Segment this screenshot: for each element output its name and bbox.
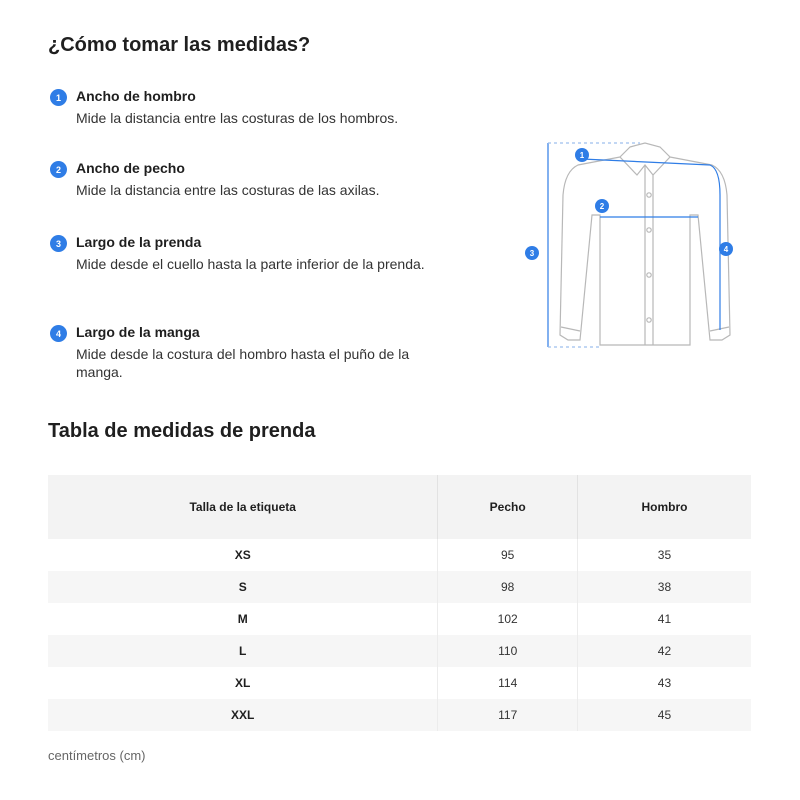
header-shoulder: Hombro: [577, 475, 751, 539]
step-title: Largo de la prenda: [76, 234, 202, 250]
step-number-badge: 3: [50, 235, 67, 252]
shoulder-cell: 38: [577, 571, 751, 603]
size-cell: XS: [48, 539, 438, 571]
step-title: Ancho de hombro: [76, 88, 196, 104]
step-title: Largo de la manga: [76, 324, 200, 340]
table-row: [48, 635, 751, 667]
chest-cell: 98: [438, 571, 578, 603]
svg-text:4: 4: [723, 245, 729, 254]
table-row: [48, 603, 751, 635]
shirt-measurement-diagram: [520, 135, 750, 360]
size-cell: L: [48, 635, 438, 667]
chest-cell: 110: [438, 635, 578, 667]
svg-text:2: 2: [599, 202, 605, 211]
table-row: [48, 699, 751, 731]
shoulder-cell: 45: [577, 699, 751, 731]
chest-cell: 95: [438, 539, 578, 571]
size-table-title: Tabla de medidas de prenda: [48, 420, 316, 442]
units-footnote: centímetros (cm): [48, 748, 146, 763]
guide-title: ¿Cómo tomar las medidas?: [48, 34, 311, 56]
measurement-lines: [548, 143, 720, 347]
table-row: [48, 571, 751, 603]
step-description: Mide la distancia entre las costuras de los hombros.: [76, 110, 399, 126]
chest-cell: 117: [438, 699, 578, 731]
shoulder-cell: 35: [657, 548, 672, 562]
step-description: Mide desde la costura del hombro hasta el puño de la manga.: [76, 346, 410, 380]
marker-sleeve: [719, 242, 733, 256]
marker-shoulder: [575, 148, 589, 162]
size-cell: XL: [48, 667, 438, 699]
table-row: [48, 667, 751, 699]
step-description: Mide la distancia entre las costuras de las axilas.: [76, 182, 380, 198]
table-header-row: [48, 475, 751, 539]
shoulder-cell: 42: [577, 635, 751, 667]
shirt-outline-icon: [560, 143, 730, 345]
table-row: [48, 539, 751, 571]
size-cell: M: [48, 603, 438, 635]
chest-cell: 114: [438, 667, 578, 699]
svg-text:3: 3: [529, 249, 535, 258]
size-table: [48, 475, 751, 731]
svg-text:1: 1: [579, 151, 585, 160]
size-cell: XXL: [48, 699, 438, 731]
chest-cell: 102: [438, 603, 578, 635]
step-number-badge: 2: [50, 161, 67, 178]
shoulder-cell: 43: [657, 676, 672, 690]
step-title: Ancho de pecho: [76, 160, 185, 176]
marker-length: [525, 246, 539, 260]
step-number-badge: 4: [50, 325, 67, 342]
header-chest: Pecho: [438, 475, 578, 539]
marker-chest: [595, 199, 609, 213]
header-label-size: Talla de la etiqueta: [48, 475, 438, 539]
size-cell: S: [48, 571, 438, 603]
shoulder-cell: 41: [657, 612, 672, 626]
step-number-badge: 1: [50, 89, 67, 106]
step-description: Mide desde el cuello hasta la parte inferior de la prenda.: [76, 256, 425, 272]
